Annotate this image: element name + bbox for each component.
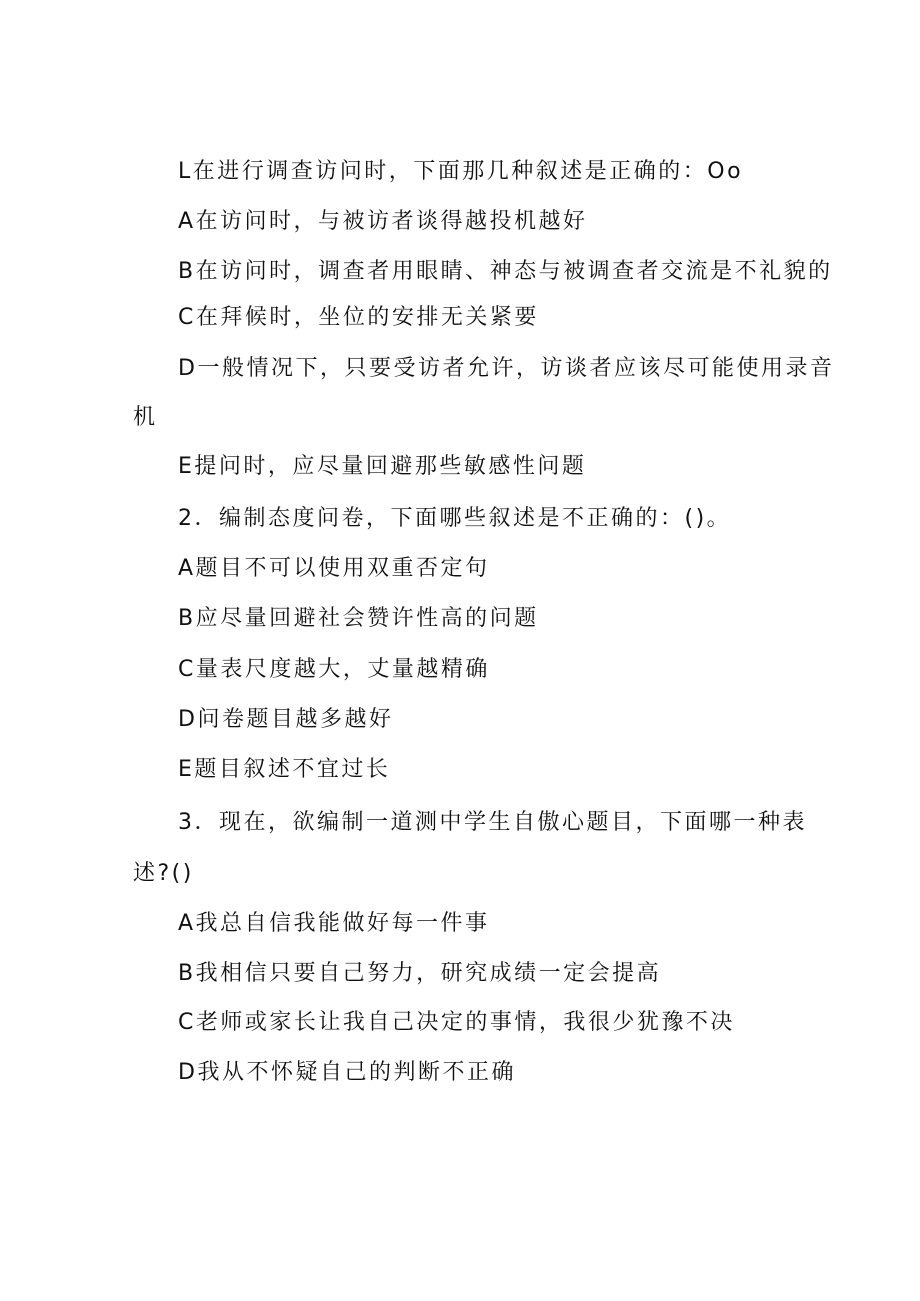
question-1-option-a: A在访问时，与被访者谈得越投机越好 [178,209,588,234]
question-2-option-e: E题目叙述不宜过长 [178,757,391,782]
question-3-stem-continued: 述?() [133,861,194,886]
question-2-option-d: D问卷题目越多越好 [178,707,394,732]
question-1-option-d: D一般情况下，只要受访者允许，访谈者应该尽可能使用录音 [178,356,835,381]
question-3-option-c: C老师或家长让我自己决定的事情，我很少犹豫不决 [178,1010,735,1035]
question-2-stem: 2．编制态度问卷，下面哪些叙述是不正确的：()。 [178,506,732,531]
question-2-option-b: B应尽量回避社会赞许性高的问题 [178,606,539,631]
question-3-option-b: B我相信只要自己努力，研究成绩一定会提高 [178,961,662,986]
question-2-option-c: C量表尺度越大，丈量越精确 [178,657,490,682]
question-3-option-d: D我从不怀疑自己的判断不正确 [178,1060,516,1085]
question-2-option-a: A题目不可以使用双重否定句 [178,556,490,581]
question-1-option-b: B在访问时，调查者用眼睛、神态与被调查者交流是不礼貌的 [178,259,833,284]
question-3-option-a: A我总自信我能做好每一件事 [178,911,490,936]
question-1-option-d-continued: 机 [133,405,158,430]
question-1-stem: L在进行调查访问时，下面那几种叙述是正确的：Oo [178,159,744,184]
question-3-stem: 3．现在，欲编制一道测中学生自傲心题目，下面哪一种表 [178,810,807,835]
question-1-option-c: C在拜候时，坐位的安排无关紧要 [178,305,539,330]
question-1-option-e: E提问时，应尽量回避那些敏感性问题 [178,454,587,479]
